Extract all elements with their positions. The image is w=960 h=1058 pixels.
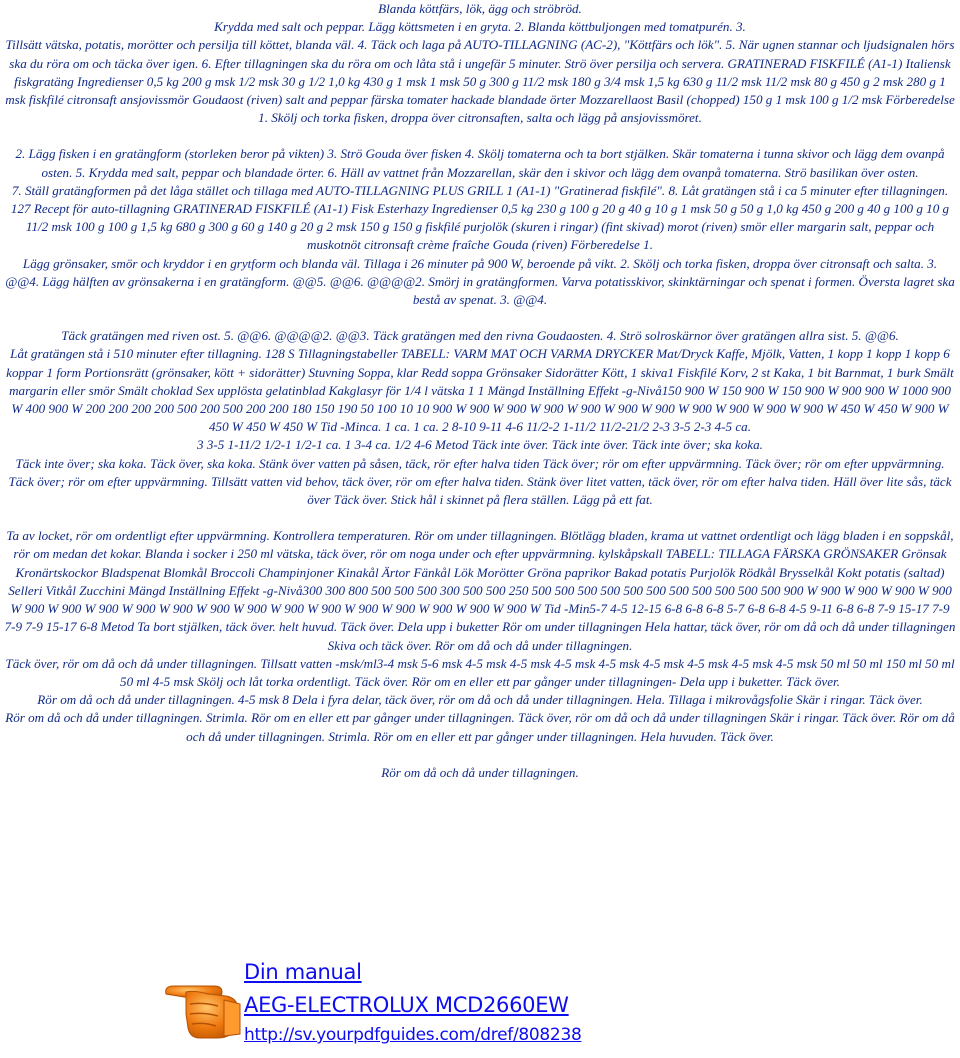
manual-link[interactable]: Din manual xyxy=(244,960,362,984)
paragraph-13: Täck över, rör om då och då under tillagningen. Tillsatt vatten -msk/ml3-4 msk 5-6 msk 4-5 msk 4-5 msk 4-5 msk 4-5 msk 4-5 msk 4-5 msk 4-5 msk 4-5 msk 50 ml 50 ml 150 ml 50 ml 50 ml 4-5 msk Skölj och låt torka ordentligt. Täck över. Rör om en eller ett par gånger under tillagningen- Dela upp i buketter. Täck över. xyxy=(5,655,955,689)
paragraph-gap xyxy=(4,746,956,764)
paragraph-2: Krydda med salt och peppar. Lägg köttsmeten i en gryta. 2. Blanda köttbuljongen med tomatpurén. 3. xyxy=(214,19,746,35)
paragraph-16: Rör om då och då under tillagningen. xyxy=(381,764,579,780)
paragraph-gap xyxy=(4,309,956,327)
paragraph-15: Rör om då och då under tillagningen. Strimla. Rör om en eller ett par gånger under tillagningen. Täck över, rör om då och då under tillagningen Skär i ringar. Täck över. Rör om då och då under tillagningen. Strimla. Rör om en eller ett par gånger under tillagningen. Hela huvuden. Täck över. xyxy=(5,710,955,744)
document-body xyxy=(4,0,956,782)
paragraph-9: Låt gratängen stå i 510 minuter efter tillagning. 128 S Tillagningstabeller TABELL: VARM MAT OCH VARMA DRYCKER Mat/Dryck Kaffe, Mjölk, Vatten, 1 kopp 1 kopp 1 kopp 6 koppar 1 form Portionsrätt (grönsaker, kött + sidorätter) Stuvning Soppa, klar Redd soppa Grönsaker Sidorätter Kött, 1 skiva1 Fiskfilé Korv, 2 st Kaka, 1 bit Barnmat, 1 burk Smält margarin eller smör Smält choklad Sex upplösta gelatinblad Kakglasyr för 1/4 l vätska 1 1 Mängd Inställning Effekt -g-Nivå150 900 W 150 900 W 150 900 W 900 900 W 1000 900 W 400 900 W 200 200 200 200 500 200 500 200 200 180 150 190 50 100 10 10 900 W 900 W 900 W 900 W 900 W 900 W 900 W 900 W 900 W 900 W 900 W 450 W 450 W 900 W 450 W 450 W 450 W Tid -Minca. 1 ca. 1 ca. 2 8-10 9-11 4-6 11/2-2 1-11/2 11/2-21/2 2-3 3-5 2-3 4-5 ca. xyxy=(6,346,954,435)
paragraph-10: 3 3-5 1-11/2 1/2-1 1/2-1 ca. 1 3-4 ca. 1/2 4-6 Metod Täck inte över. Täck inte över. Täck inte över; ska koka. xyxy=(197,437,763,453)
paragraph-11: Täck inte över; ska koka. Täck över, ska koka. Stänk över vatten på såsen, täck, rör efter halva tiden Täck över; rör om efter uppvärmning. Täck över; rör om efter uppvärmning. Täck över; rör om efter uppvärmning. Tillsätt vatten vid behov, täck över, rör om efter halva tiden. Stänk över litet vatten, täck över, rör om efter halva tiden. Häll över lite sås, täck över Täck över. Stick hål i skinnet på flera ställen. Lägg på ett fat. xyxy=(8,455,952,508)
paragraph-6: Lägg grönsaker, smör och kryddor i en grytform och blanda väl. Tillaga i 26 minuter på 900 W, beroende på vikt. 2. Skölj och torka fisken, droppa över citronsaft och salta. 3. xyxy=(22,255,938,271)
paragraph-12: Ta av locket, rör om ordentligt efter uppvärmning. Kontrollera temperaturen. Rör om under tillagningen. Blötlägg bladen, krama ut vattnet ordentligt och lägg bladen i en soppskål, rör om medan det kokar. Blanda i socker i 250 ml vätska, täck över, rör om noga under och efter uppvärmning. kylskåpskall TABELL: TILLAGA FÄRSKA GRÖNSAKER Grönsak Kronärtskockor Bladspenat Blomkål Broccoli Champinjoner Kinakål Ärtor Fänkål Lök Morötter Gröna paprikor Bakad potatis Purjolök Rödkål Brysselkål Kokt potatis (saltad) Selleri Vitkål Zucchini Mängd Inställning Effekt -g-Nivå300 300 800 500 500 500 300 500 500 250 500 500 500 500 500 500 500 500 500 500 500 900 W 900 W 900 W 900 W 900 W 900 W 900 W 900 W 900 W 900 W 900 W 900 W 900 W 900 W 900 W 900 W 900 W 900 W 900 W Tid -Min5-7 4-5 12-15 6-8 6-8 6-8 5-7 6-8 6-8 4-5 9-11 6-8 6-8 7-9 15-17 7-9 7-9 7-9 15-17 6-8 Metod Ta bort stjälken, täck över. helt huvud. Täck över. Dela upp i buketter Rör om under tillagningen Hela hattar, täck över, rör om då och då under tillagningen Skiva och täck över. Rör om då och då under tillagningen. xyxy=(4,528,956,653)
paragraph-4: 2. Lägg fisken i en gratängform (storleken beror på vikten) 3. Strö Gouda över fisken 4. Skölj tomaterna och ta bort stjälken. Skär tomaterna i tunna skivor och lägg dem ovanpå osten. 5. Krydda med salt, peppar och blandade örter. 6. Häll av vattnet från Mozzarellan, skär den i skivor och lägg dem ovanpå tomaterna. Strö basilikan över osten. xyxy=(15,146,945,180)
manual-footer xyxy=(160,956,880,1056)
paragraph-8: Täck gratängen med riven ost. 5. @@6. @@@@2. @@3. Täck gratängen med den rivna Goudaosten. 4. Strö solroskärnor över gratängen allra sist. 5. @@6. xyxy=(61,328,899,344)
product-link[interactable]: AEG-ELECTROLUX MCD2660EW xyxy=(244,993,569,1017)
paragraph-1: Blanda köttfärs, lök, ägg och ströbröd. xyxy=(378,1,582,16)
paragraph-gap xyxy=(4,127,956,145)
paragraph-7: @@4. Lägg hälften av grönsakerna i en gratängform. @@5. @@6. @@@@2. Smörj in gratängformen. Varva potatisskivor, skinktärningar och spenat i formen. Översta lagret ska bestå av spenat. 3. @@4. xyxy=(5,273,955,308)
pointing-hand-icon xyxy=(160,964,244,1044)
paragraph-3: Tillsätt vätska, potatis, morötter och persilja till köttet, blanda väl. 4. Täck och laga på AUTO-TILLAGNING (AC-2), "Köttfärs och lök". 5. När ugnen stannar och ljudsignalen hörs ska du röra om och täcka över igen. 6. Efter tillagningen ska du röra om och låta stå i ungefär 5 minuter. Strö över persilja och servera. GRATINERAD FISKFILÉ (A1-1) Italiensk fiskgratäng Ingredienser 0,5 kg 200 g msk 1/2 msk 30 g 1/2 1,0 kg 430 g 1 msk 1 msk 50 g 300 g 11/2 msk 180 g 3/4 msk 1,5 kg 630 g 11/2 msk 11/2 msk 80 g 450 g 2 msk 280 g 1 msk fiskfilé citronsaft ansjovissmör Goudaost (riven) salt and peppar färska tomater hackade blandade örter Mozzarellaost Basil (chopped) 150 g 1 msk 100 g 1/2 msk Förberedelse 1. Skölj och torka fisken, droppa över citronsaften, salta och lägg på ansjovissmöret. xyxy=(5,37,955,126)
url-link[interactable]: http://sv.yourpdfguides.com/dref/808238 xyxy=(244,1025,582,1045)
paragraph-gap xyxy=(4,509,956,527)
paragraph-14: Rör om då och då under tillagningen. 4-5 msk 8 Dela i fyra delar, täck över, rör om då och då under tillagningen. Hela. Tillaga i mikrovågsfolie Skär i ringar. Täck över. xyxy=(37,692,923,708)
paragraph-5: 7. Ställ gratängformen på det låga stället och tillaga med AUTO-TILLAGNING PLUS GRILL 1 (A1-1) "Gratinerad fiskfilé". 8. Låt gratängen stå i ca 5 minuter efter tillagningen. 127 Recept för auto-tillagning GRATINERAD FISKFILÉ (A1-1) Fisk Esterhazy Ingredienser 0,5 kg 230 g 100 g 20 g 40 g 10 g 1 msk 50 g 50 g 1,0 kg 450 g 200 g 40 g 100 g 10 g 11/2 msk 100 g 100 g 1,5 kg 680 g 300 g 60 g 140 g 20 g 2 msk 150 g 150 g fiskfilé purjolök (skuren i ringar) (fint skivad) morot (riven) smör eller margarin salt, peppar och muskotnöt citronsaft crème fraîche Gouda (riven) Förberedelse 1. xyxy=(10,182,950,253)
footer-links xyxy=(244,956,581,1048)
